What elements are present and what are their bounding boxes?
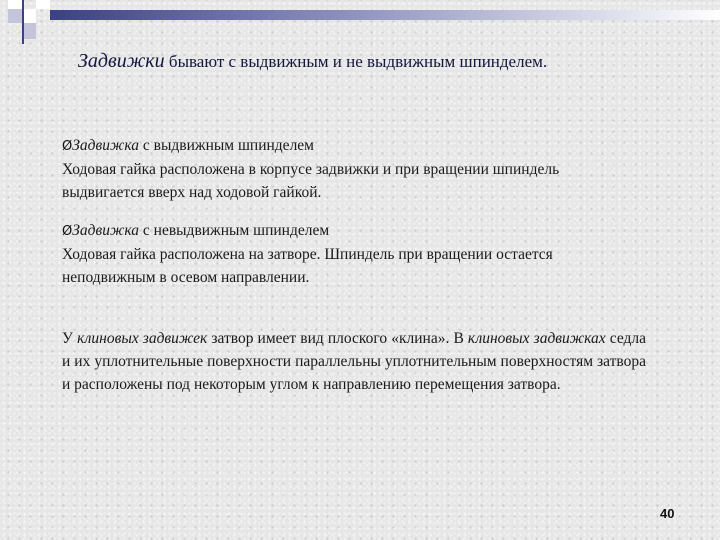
bullet-text-line: неподвижным в осевом направлении. xyxy=(62,269,310,286)
paragraph-italic-term: задвижках xyxy=(533,330,606,347)
bullet-heading xyxy=(62,219,646,243)
bullet-text-line: Ходовая гайка расположена на затворе. Шпиндель при вращении остается xyxy=(62,246,553,263)
paragraph-italic-term: клиновых задвижек xyxy=(77,330,208,347)
page-number: 40 xyxy=(660,506,675,521)
paragraph-italic-term: клиновых xyxy=(467,330,530,347)
paragraph-text: седла и их уплотнительные поверхности параллельны уплотнительным поверхностям затвора и расположены под некоторым углом к направлению перемещения затвора. xyxy=(62,330,647,393)
bullet-keyword: Задвижка xyxy=(72,222,140,239)
decor-gradient-bar xyxy=(50,10,720,20)
decor-square xyxy=(22,9,36,23)
bullet-item-rising-stem xyxy=(62,134,646,204)
wedge-gate-paragraph xyxy=(62,327,646,396)
bullet-text-line: выдвигается вверх над ходовой гайкой. xyxy=(62,184,322,201)
title-rest: бывают с выдвижным и не выдвижным шпинделем. xyxy=(164,52,548,71)
bullet-heading-rest: с выдвижным шпинделем xyxy=(139,137,314,154)
title-keyword: Задвижки xyxy=(78,50,165,72)
bullet-item-nonrising-stem xyxy=(62,219,646,289)
paragraph-text: У xyxy=(62,330,78,347)
paragraph-text: затвор имеет вид плоского «клина». В xyxy=(207,330,468,347)
slide-title xyxy=(78,50,698,73)
arrow-bullet-icon: Ø xyxy=(62,224,73,239)
decor-square xyxy=(8,0,22,9)
arrow-bullet-icon: Ø xyxy=(62,139,73,154)
decor-vertical-line xyxy=(22,0,24,44)
decor-square xyxy=(36,0,50,9)
decor-square xyxy=(8,9,22,23)
bullet-heading xyxy=(62,134,646,158)
bullet-keyword: Задвижка xyxy=(72,137,140,154)
decor-square xyxy=(22,23,36,39)
bullet-heading-rest: с невыдвижным шпинделем xyxy=(139,222,330,239)
bullet-text-line: Ходовая гайка расположена в корпусе задвижки и при вращении шпиндель xyxy=(62,161,560,178)
